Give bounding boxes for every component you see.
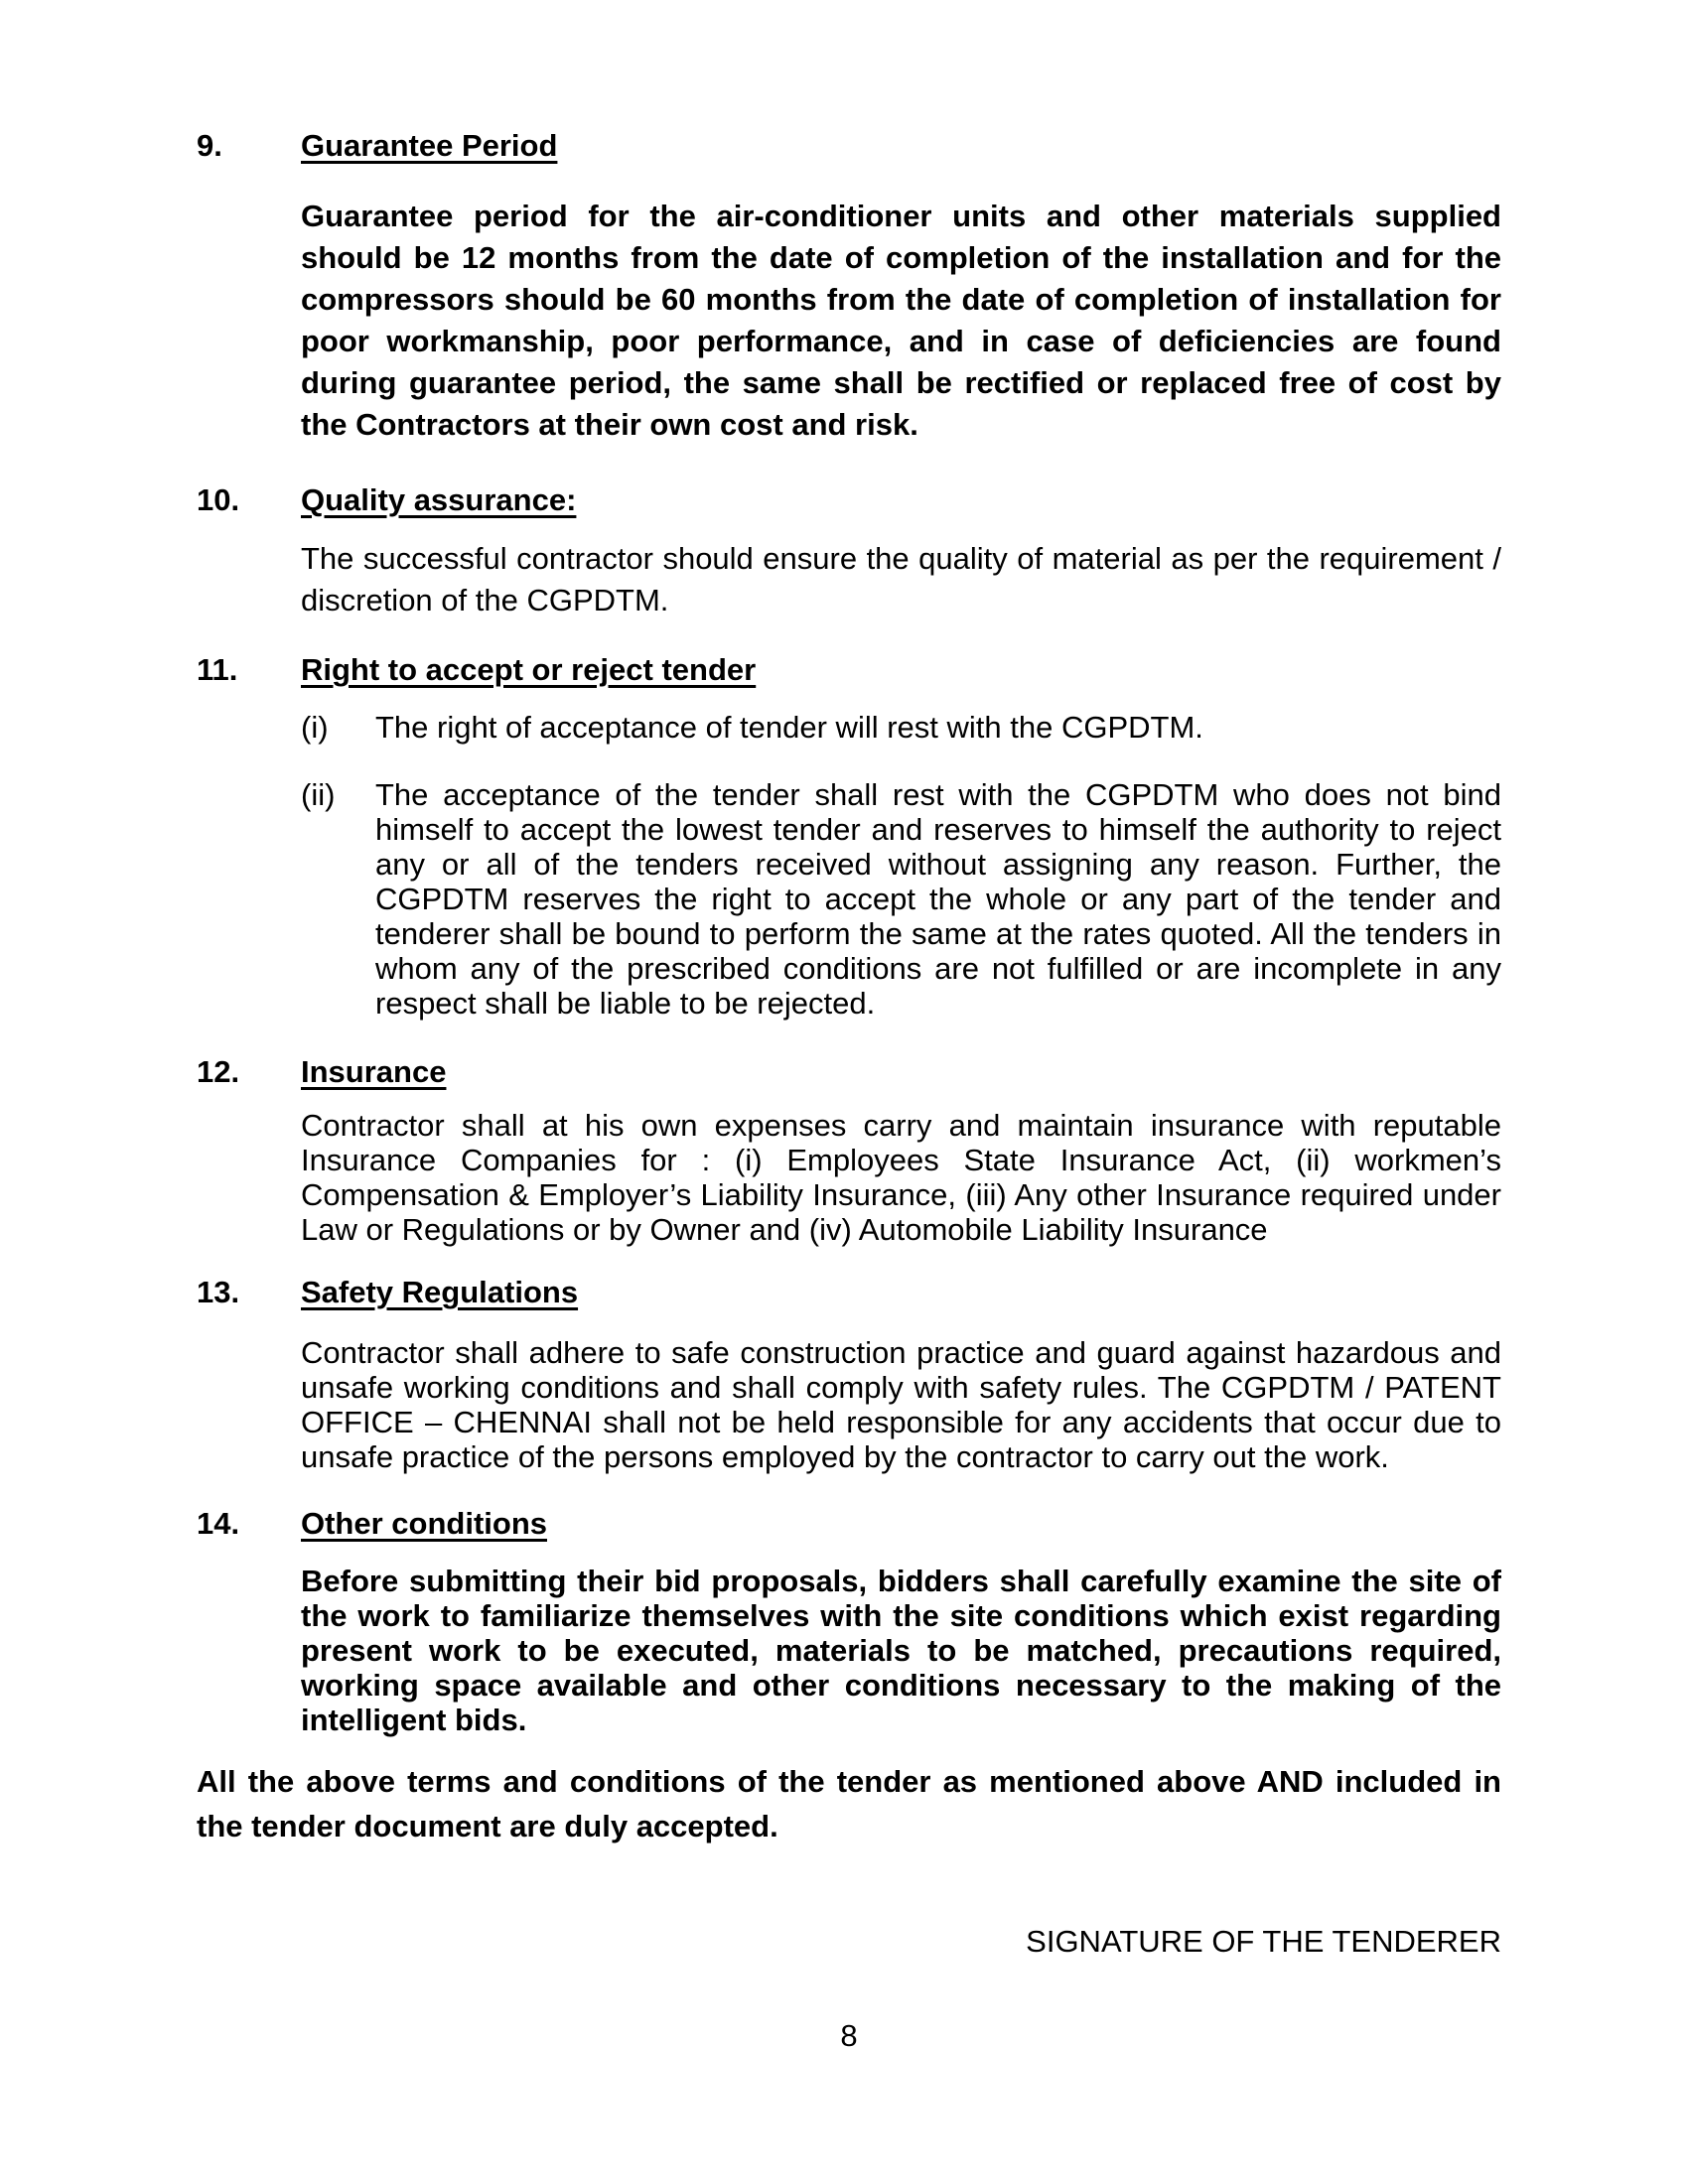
section-heading-quality-assurance: Quality assurance: — [301, 482, 577, 517]
list-item-ii — [301, 777, 1501, 1021]
closing-statement: All the above terms and conditions of the tender as mentioned above AND included in the tender document are duly accepted. — [197, 1764, 1501, 1843]
page-number: 8 — [840, 2018, 858, 2053]
section-body-guarantee-period: Guarantee period for the air-conditioner units and other materials supplied should be 12 months from the date of completion of the installation and for the compressors should be 60 months from the date of completion of installation for poor workmanship, poor performance, and in case of deficiencies are found during guarantee period, the same shall be rectified or replaced free of cost by the Contractors at their own cost and risk. — [301, 199, 1501, 442]
section-number: 11. — [197, 652, 238, 687]
list-item-label: (i) — [301, 710, 329, 745]
section-heading-other-conditions: Other conditions — [301, 1506, 547, 1541]
section-body-quality-assurance: The successful contractor should ensure the quality of material as per the requirement / discretion of the CGPDTM. — [301, 541, 1501, 617]
list-item-i — [301, 710, 1501, 745]
signature-of-tenderer-label: SIGNATURE OF THE TENDERER — [1026, 1924, 1501, 1959]
section-body-other-conditions: Before submitting their bid proposals, bidders shall carefully examine the site of the work to familiarize themselves with the site conditions which exist regarding present work to be executed, materials to be matched, precautions required, working space available and other conditions necessary to the making of the intelligent bids. — [301, 1564, 1501, 1737]
section-safety-regulations — [197, 1274, 1501, 1474]
section-heading-safety-regulations: Safety Regulations — [301, 1275, 579, 1309]
section-insurance — [197, 1053, 1501, 1247]
section-heading-insurance: Insurance — [301, 1054, 447, 1089]
section-heading-guarantee-period: Guarantee Period — [301, 128, 558, 163]
section-number: 10. — [197, 482, 240, 517]
section-heading-right-to-accept-or-reject: Right to accept or reject tender — [301, 652, 757, 687]
section-number: 14. — [197, 1506, 240, 1541]
list-item-label: (ii) — [301, 777, 336, 812]
section-number: 13. — [197, 1275, 240, 1309]
section-body-insurance: Contractor shall at his own expenses carry and maintain insurance with reputable Insurance Companies for : (i) Employees State Insurance Act, (ii) workmen’s Compensation & Employer’s Liability Insurance, (iii) Any other Insurance required under Law or Regulations or by Owner and (iv) Automobile Liability Insurance — [301, 1108, 1501, 1247]
section-right-to-accept-or-reject — [197, 651, 1501, 1021]
section-body-safety-regulations: Contractor shall adhere to safe construction practice and guard against hazardous and unsafe working conditions and shall comply with safety rules. The CGPDTM / PATENT OFFICE – CHENNAI shall not be held responsible for any accidents that occur due to unsafe practice of the persons employed by the contractor to carry out the work. — [301, 1335, 1501, 1474]
section-number: 12. — [197, 1054, 240, 1089]
section-number: 9. — [197, 128, 222, 163]
list-item-text: The right of acceptance of tender will rest with the CGPDTM. — [375, 710, 1203, 745]
list-item-text: The acceptance of the tender shall rest with the CGPDTM who does not bind himself to accept the lowest tender and reserves to himself the authority to reject any or all of the tenders received without assigning any reason. Further, the CGPDTM reserves the right to accept the whole or any part of the tender and tenderer shall be bound to perform the same at the rates quoted. All the tenders in whom any of the prescribed conditions are not fulfilled or are incomplete in any respect shall be liable to be rejected. — [375, 777, 1501, 1021]
section-other-conditions — [197, 1505, 1501, 1737]
section-guarantee-period — [197, 127, 1501, 446]
section-quality-assurance — [197, 481, 1501, 621]
